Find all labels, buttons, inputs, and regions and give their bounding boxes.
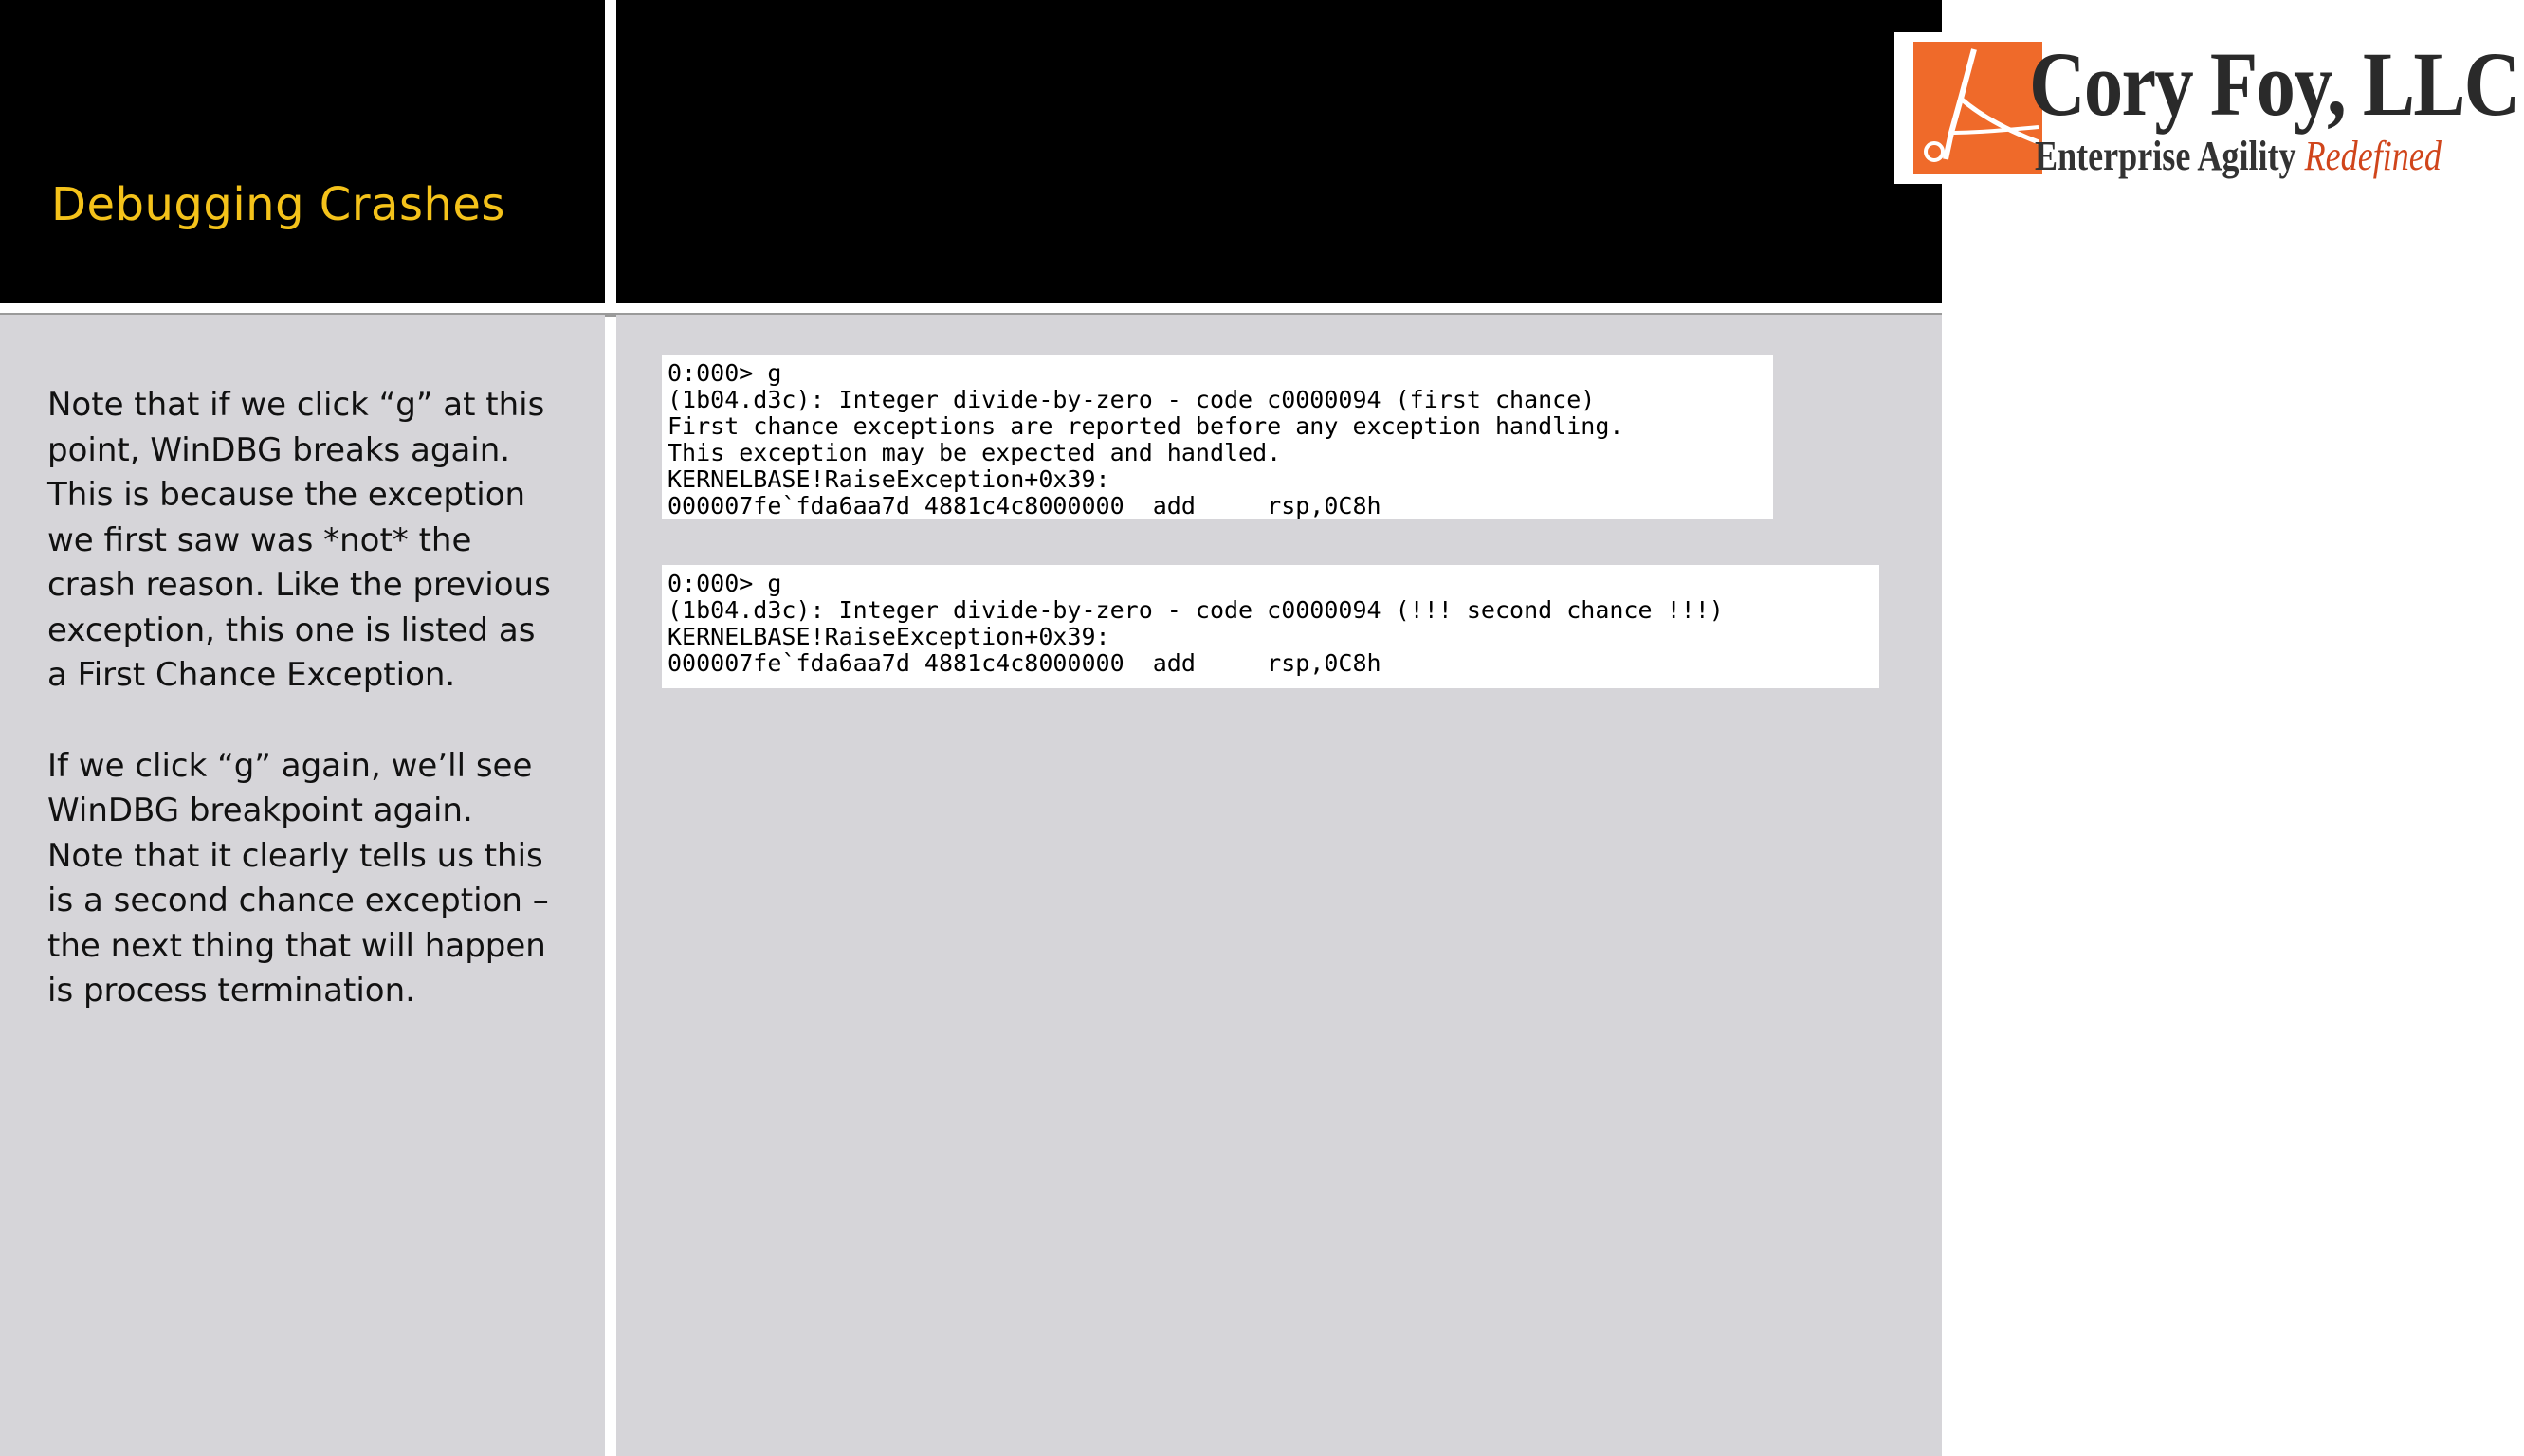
console-line: KERNELBASE!RaiseException+0x39: bbox=[668, 623, 1110, 650]
console-line: (1b04.d3c): Integer divide-by-zero - code c0000094 (!!! second chance !!!) bbox=[668, 596, 1724, 624]
console-line: 0:000> g bbox=[668, 570, 782, 597]
title-panel bbox=[0, 0, 605, 303]
console-line: 000007fe`fda6aa7d 4881c4c8000000 add rsp,0C8h bbox=[668, 649, 1381, 677]
logo-tagline bbox=[2035, 133, 2442, 180]
logo-tagline-accent: Redefined bbox=[2304, 133, 2442, 179]
console-line: This exception may be expected and handled. bbox=[668, 439, 1282, 466]
debugger-output-first-chance bbox=[662, 355, 1773, 519]
slide-title: Debugging Crashes bbox=[51, 178, 505, 231]
console-line: First chance exceptions are reported before any exception handling. bbox=[668, 412, 1624, 440]
body-paragraph: Note that if we click “g” at this point, WinDBG breaks again. This is because the exception we first saw was *not* the crash reason. Like the previous exception, this one is listed as a First Chance Exception. bbox=[47, 386, 551, 694]
logo-tagline-main: Enterprise Agility bbox=[2035, 133, 2296, 179]
logo-mark-icon bbox=[1913, 42, 2042, 174]
console-line: 0:000> g bbox=[668, 359, 782, 387]
console-line: KERNELBASE!RaiseException+0x39: bbox=[668, 465, 1110, 493]
slide-body-text bbox=[47, 383, 559, 1060]
header-logo-panel bbox=[616, 0, 2519, 303]
debugger-output-second-chance bbox=[662, 565, 1879, 688]
console-line: (1b04.d3c): Integer divide-by-zero - code c0000094 (first chance) bbox=[668, 386, 1596, 413]
logo-company-name: Cory Foy, LLC bbox=[2029, 33, 2519, 135]
company-logo bbox=[1894, 32, 2524, 184]
console-line: 000007fe`fda6aa7d 4881c4c8000000 add rsp,0C8h bbox=[668, 492, 1381, 519]
body-paragraph: If we click “g” again, we’ll see WinDBG breakpoint again. Note that it clearly tells us this is a second chance exception – the next thing that will happen is process termination. bbox=[47, 746, 549, 1010]
